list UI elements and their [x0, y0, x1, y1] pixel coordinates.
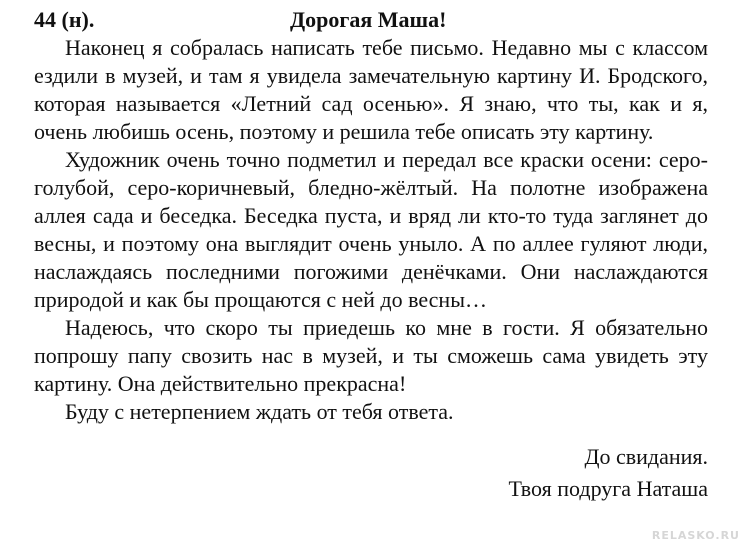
paragraph-description: Художник очень точно подметил и передал все краски осени: серо-голубой, серо-коричневый, бледно-жёлтый. На полотне изображена аллея сада и беседка. Беседка пуста, и вряд ли кто-то туда заглянет до весны, и поэтому она выглядит очень уныло. А по аллее гуляют люди, наслаждаясь последними погожими денёчками. Они наслаждаются природой и как бы прощаются с ней до весны… [34, 147, 708, 312]
paragraph-intro: Наконец я собралась написать тебе письмо. Недавно мы с классом ездили в музей, и там я увидела замечательную картину И. Бродского, которая называется «Летний сад осенью». Я знаю, что ты, как и я, очень любишь осень, поэтому и решила тебе описать эту картину. [34, 35, 708, 144]
paragraph-closing: Буду с нетерпением ждать от тебя ответа. [65, 399, 454, 424]
letter-heading [34, 6, 708, 34]
document-page [34, 6, 708, 503]
letter-greeting: Дорогая Маша! [290, 7, 447, 32]
signature-line: Твоя подруга Наташа [508, 476, 708, 501]
site-watermark: RELASKO.RU [651, 529, 740, 542]
paragraph-invitation: Надеюсь, что скоро ты приедешь ко мне в гости. Я обязательно попрошу папу свозить нас в музей, и ты сможешь сама увидеть эту картину. Она действительно прекрасна! [34, 315, 708, 396]
farewell-line: До свидания. [584, 444, 708, 469]
exercise-number: 44 (н). [34, 7, 95, 32]
